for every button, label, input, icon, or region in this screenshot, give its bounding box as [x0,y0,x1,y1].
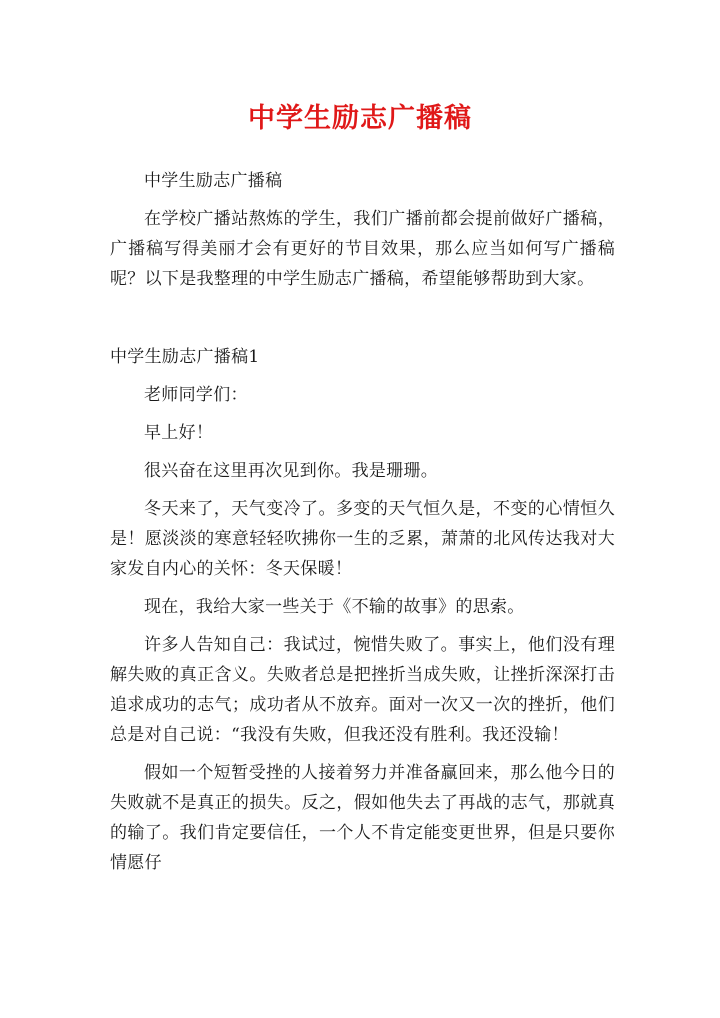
intro-paragraph: 在学校广播站熬炼的学生，我们广播前都会提前做好广播稿，广播稿写得美丽才会有更好的节目效果，那么应当如何写广播稿呢？以下是我整理的中学生励志广播稿，希望能够帮助到大家。 [110,209,615,289]
self-intro-paragraph: 很兴奋在这里再次见到你。我是珊珊。 [144,461,439,481]
intro-heading: 中学生励志广播稿 [144,171,283,191]
section-heading: 中学生励志广播稿1 [110,347,260,367]
document-body [110,166,615,878]
document-title: 中学生励志广播稿 [248,103,472,134]
morning-paragraph: 早上好！ [144,423,214,443]
winter-paragraph: 冬天来了，天气变冷了。多变的天气恒久是，不变的心情恒久是！愿淡淡的寒意轻轻吹拂你一生的乏累，萧萧的北风传达我对大家发自内心的关怀：冬天保暖！ [110,499,615,579]
setback-paragraph: 假如一个短暂受挫的人接着努力并准备赢回来，那么他今日的失败就不是真正的损失。反之，假如他失去了再战的志气，那就真的输了。我们肯定要信任，一个人不肯定能变更世界，但是只要你情愿仔 [110,763,615,873]
topic-paragraph: 现在，我给大家一些关于《不输的故事》的思索。 [144,597,525,617]
failure-paragraph: 许多人告知自己：我试过，惋惜失败了。事实上，他们没有理解失败的真正含义。失败者总是把挫折当成失败，让挫折深深打击追求成功的志气；成功者从不放弃。面对一次又一次的挫折，他们总是对自己说：“我没有失败，但我还没有胜利。我还没输！ [110,635,615,745]
greeting-paragraph: 老师同学们： [144,385,248,405]
